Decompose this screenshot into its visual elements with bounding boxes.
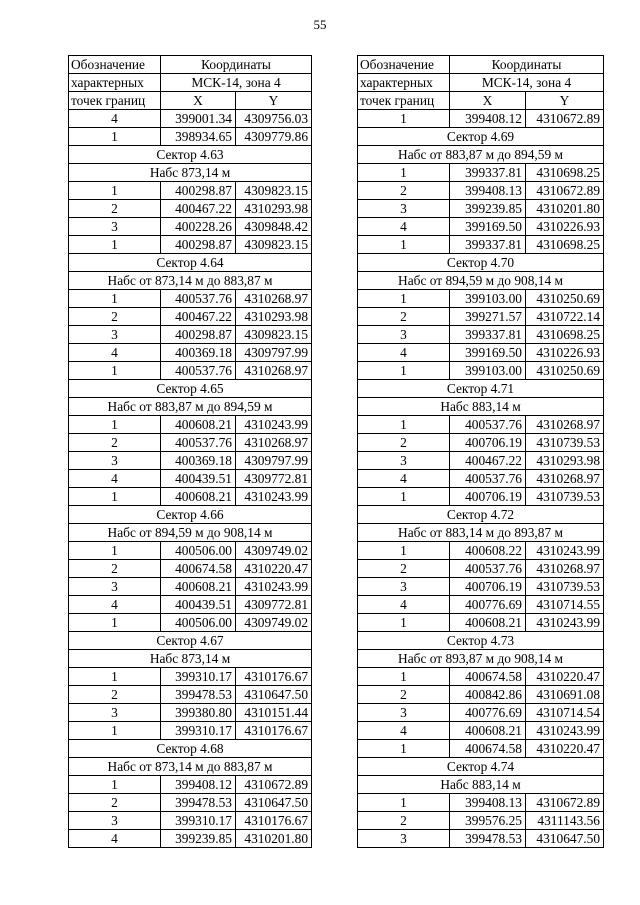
table-row — [69, 596, 312, 614]
x-coordinate: 400298.87 — [161, 236, 236, 254]
table-row — [358, 434, 604, 452]
point-number: 1 — [358, 740, 450, 758]
sector-header-row — [358, 128, 604, 146]
y-coordinate: 4309797.99 — [236, 452, 312, 470]
y-coordinate: 4310647.50 — [526, 830, 604, 848]
designation-header-line1: Обозначение — [358, 56, 450, 74]
table-row — [69, 812, 312, 830]
point-number: 1 — [69, 776, 161, 794]
sector-header-row — [358, 776, 604, 794]
table-row — [358, 416, 604, 434]
table-row — [358, 164, 604, 182]
y-coordinate: 4310698.25 — [526, 326, 604, 344]
y-coordinate: 4310293.98 — [236, 308, 312, 326]
point-number: 1 — [69, 542, 161, 560]
point-number: 2 — [358, 686, 450, 704]
sector-title: Сектор 4.68 — [69, 740, 312, 758]
point-number: 2 — [69, 560, 161, 578]
x-coordinate: 400298.87 — [161, 326, 236, 344]
y-coordinate: 4310243.99 — [236, 416, 312, 434]
x-coordinate: 400369.18 — [161, 452, 236, 470]
table-row — [358, 326, 604, 344]
y-coordinate: 4310672.89 — [236, 776, 312, 794]
sector-header-row — [358, 632, 604, 650]
table-row — [358, 362, 604, 380]
x-coordinate: 400537.76 — [161, 434, 236, 452]
y-column-header: Y — [526, 92, 604, 110]
point-number: 2 — [69, 308, 161, 326]
y-coordinate: 4310722.14 — [526, 308, 604, 326]
table-row — [69, 614, 312, 632]
point-number: 2 — [69, 200, 161, 218]
y-coordinate: 4310243.99 — [236, 488, 312, 506]
x-coordinate: 400608.21 — [450, 614, 526, 632]
sector-header-row — [69, 380, 312, 398]
table-row — [69, 290, 312, 308]
habs-label: Набс 873,14 м — [69, 164, 312, 182]
x-coordinate: 400439.51 — [161, 596, 236, 614]
point-number: 1 — [358, 416, 450, 434]
point-number: 1 — [358, 668, 450, 686]
point-number: 4 — [69, 830, 161, 848]
x-coordinate: 400706.19 — [450, 578, 526, 596]
x-coordinate: 399169.50 — [450, 344, 526, 362]
sector-header-row — [358, 524, 604, 542]
coords-system-header: МСК-14, зона 4 — [450, 74, 604, 92]
point-number: 2 — [69, 686, 161, 704]
point-number: 3 — [358, 704, 450, 722]
coordinates-table-left — [68, 55, 312, 848]
table-row — [69, 470, 312, 488]
x-coordinate: 399103.00 — [450, 362, 526, 380]
x-coordinate: 399271.57 — [450, 308, 526, 326]
table-row — [69, 344, 312, 362]
y-coordinate: 4310672.89 — [526, 794, 604, 812]
table-row — [69, 200, 312, 218]
point-number: 3 — [358, 452, 450, 470]
sector-title: Сектор 4.70 — [358, 254, 604, 272]
table-row — [358, 218, 604, 236]
y-coordinate: 4310739.53 — [526, 434, 604, 452]
table-row — [69, 578, 312, 596]
y-coordinate: 4310250.69 — [526, 362, 604, 380]
x-coordinate: 400706.19 — [450, 434, 526, 452]
sector-title: Сектор 4.71 — [358, 380, 604, 398]
point-number: 1 — [69, 668, 161, 686]
sector-header-row — [358, 254, 604, 272]
point-number: 3 — [358, 830, 450, 848]
y-column-header: Y — [236, 92, 312, 110]
sector-title: Сектор 4.65 — [69, 380, 312, 398]
sector-title: Сектор 4.66 — [69, 506, 312, 524]
y-coordinate: 4310698.25 — [526, 164, 604, 182]
point-number: 4 — [358, 344, 450, 362]
y-coordinate: 4309749.02 — [236, 614, 312, 632]
y-coordinate: 4310293.98 — [526, 452, 604, 470]
point-number: 1 — [69, 236, 161, 254]
y-coordinate: 4309823.15 — [236, 326, 312, 344]
point-number: 2 — [358, 182, 450, 200]
x-coordinate: 400506.00 — [161, 542, 236, 560]
table-row — [69, 362, 312, 380]
table-row — [69, 830, 312, 848]
y-coordinate: 4309772.81 — [236, 596, 312, 614]
x-coordinate: 400674.58 — [450, 668, 526, 686]
x-coordinate: 400537.76 — [161, 362, 236, 380]
point-number: 4 — [69, 470, 161, 488]
y-coordinate: 4309756.03 — [236, 110, 312, 128]
y-coordinate: 4309779.86 — [236, 128, 312, 146]
table-row — [358, 200, 604, 218]
designation-header-line1: Обозначение — [69, 56, 161, 74]
y-coordinate: 4310647.50 — [236, 794, 312, 812]
x-coordinate: 399478.53 — [450, 830, 526, 848]
sector-title: Сектор 4.74 — [358, 758, 604, 776]
table-row — [358, 182, 604, 200]
sector-header-row — [69, 758, 312, 776]
coords-title-header: Координаты — [161, 56, 312, 74]
sector-header-row — [69, 272, 312, 290]
table-row — [358, 542, 604, 560]
y-coordinate: 4310220.47 — [526, 740, 604, 758]
table-row — [69, 794, 312, 812]
point-number: 2 — [69, 794, 161, 812]
table-row — [69, 776, 312, 794]
sector-header-row — [69, 506, 312, 524]
table-row — [358, 308, 604, 326]
point-number: 1 — [358, 794, 450, 812]
x-coordinate: 400369.18 — [161, 344, 236, 362]
y-coordinate: 4310672.89 — [526, 110, 604, 128]
page-number: 55 — [313, 17, 327, 32]
y-coordinate: 4310243.99 — [526, 722, 604, 740]
table-row — [69, 308, 312, 326]
y-coordinate: 4310176.67 — [236, 812, 312, 830]
sector-header-row — [69, 164, 312, 182]
y-coordinate: 4310672.89 — [526, 182, 604, 200]
x-coordinate: 400608.21 — [450, 722, 526, 740]
x-coordinate: 400674.58 — [161, 560, 236, 578]
y-coordinate: 4310243.99 — [236, 578, 312, 596]
designation-header-line3: точек границ — [358, 92, 450, 110]
x-coordinate: 399310.17 — [161, 812, 236, 830]
point-number: 3 — [69, 218, 161, 236]
y-coordinate: 4309797.99 — [236, 344, 312, 362]
y-coordinate: 4309749.02 — [236, 542, 312, 560]
x-coordinate: 400608.21 — [161, 416, 236, 434]
x-coordinate: 400298.87 — [161, 182, 236, 200]
point-number: 4 — [358, 596, 450, 614]
point-number: 1 — [69, 182, 161, 200]
sector-header-row — [69, 146, 312, 164]
y-coordinate: 4310691.08 — [526, 686, 604, 704]
x-coordinate: 399408.13 — [450, 794, 526, 812]
table-row — [69, 416, 312, 434]
point-number: 1 — [69, 290, 161, 308]
sector-title: Сектор 4.73 — [358, 632, 604, 650]
x-coordinate: 400439.51 — [161, 470, 236, 488]
x-coordinate: 399239.85 — [161, 830, 236, 848]
sector-header-row — [69, 398, 312, 416]
y-coordinate: 4310293.98 — [236, 200, 312, 218]
table-row — [69, 128, 312, 146]
x-coordinate: 399478.53 — [161, 794, 236, 812]
point-number: 1 — [358, 542, 450, 560]
table-row — [358, 812, 604, 830]
sector-header-row — [358, 506, 604, 524]
table-row — [69, 560, 312, 578]
point-number: 2 — [358, 308, 450, 326]
y-coordinate: 4310739.53 — [526, 488, 604, 506]
x-coordinate: 400228.26 — [161, 218, 236, 236]
x-coordinate: 400776.69 — [450, 704, 526, 722]
sector-header-row — [69, 632, 312, 650]
point-number: 2 — [358, 812, 450, 830]
y-coordinate: 4309823.15 — [236, 182, 312, 200]
sector-header-row — [69, 524, 312, 542]
table-row — [358, 740, 604, 758]
table-row — [69, 668, 312, 686]
sector-header-row — [358, 398, 604, 416]
coordinates-table-right — [357, 55, 604, 848]
table-row — [69, 218, 312, 236]
habs-label: Набс 883,14 м — [358, 398, 604, 416]
table-row — [358, 488, 604, 506]
y-coordinate: 4310226.93 — [526, 344, 604, 362]
table-row — [358, 686, 604, 704]
table-row — [358, 236, 604, 254]
x-coordinate: 400537.76 — [161, 290, 236, 308]
y-coordinate: 4309823.15 — [236, 236, 312, 254]
x-coordinate: 399408.13 — [450, 182, 526, 200]
left-table-body — [69, 110, 312, 848]
point-number: 4 — [69, 344, 161, 362]
point-number: 2 — [69, 434, 161, 452]
table-row — [69, 434, 312, 452]
y-coordinate: 4310176.67 — [236, 668, 312, 686]
sector-title: Сектор 4.67 — [69, 632, 312, 650]
x-coordinate: 399576.25 — [450, 812, 526, 830]
point-number: 4 — [69, 596, 161, 614]
point-number: 1 — [358, 164, 450, 182]
y-coordinate: 4310201.80 — [526, 200, 604, 218]
habs-label: Набс от 893,87 м до 908,14 м — [358, 650, 604, 668]
table-row — [69, 110, 312, 128]
point-number: 1 — [69, 614, 161, 632]
y-coordinate: 4310201.80 — [236, 830, 312, 848]
point-number: 3 — [358, 326, 450, 344]
y-coordinate: 4310268.97 — [526, 470, 604, 488]
table-row — [358, 290, 604, 308]
coords-system-header: МСК-14, зона 4 — [161, 74, 312, 92]
x-coordinate: 400608.21 — [161, 488, 236, 506]
habs-label: Набс от 883,87 м до 894,59 м — [69, 398, 312, 416]
x-coordinate: 399001.34 — [161, 110, 236, 128]
table-row — [69, 236, 312, 254]
habs-label: Набс от 883,87 м до 894,59 м — [358, 146, 604, 164]
table-row — [358, 452, 604, 470]
table-row — [358, 668, 604, 686]
habs-label: Набс 883,14 м — [358, 776, 604, 794]
point-number: 3 — [69, 452, 161, 470]
x-coordinate: 399337.81 — [450, 236, 526, 254]
y-coordinate: 4309772.81 — [236, 470, 312, 488]
x-column-header: X — [450, 92, 526, 110]
y-coordinate: 4310714.54 — [526, 704, 604, 722]
sector-header-row — [358, 146, 604, 164]
table-row — [358, 596, 604, 614]
y-coordinate: 4310226.93 — [526, 218, 604, 236]
table-row — [69, 488, 312, 506]
y-coordinate: 4310698.25 — [526, 236, 604, 254]
table-row — [69, 326, 312, 344]
sector-title: Сектор 4.64 — [69, 254, 312, 272]
point-number: 1 — [69, 416, 161, 434]
table-row — [358, 110, 604, 128]
point-number: 1 — [358, 362, 450, 380]
habs-label: Набс 873,14 м — [69, 650, 312, 668]
point-number: 3 — [69, 812, 161, 830]
habs-label: Набс от 873,14 м до 883,87 м — [69, 272, 312, 290]
y-coordinate: 4309848.42 — [236, 218, 312, 236]
sector-header-row — [358, 272, 604, 290]
x-coordinate: 400467.22 — [450, 452, 526, 470]
y-coordinate: 4310268.97 — [236, 362, 312, 380]
x-coordinate: 400467.22 — [161, 200, 236, 218]
y-coordinate: 4310151.44 — [236, 704, 312, 722]
point-number: 1 — [69, 128, 161, 146]
habs-label: Набс от 883,14 м до 893,87 м — [358, 524, 604, 542]
coords-title-header: Координаты — [450, 56, 604, 74]
designation-header-line2: характерных — [358, 74, 450, 92]
x-coordinate: 400537.76 — [450, 560, 526, 578]
table-row — [69, 686, 312, 704]
y-coordinate: 4310647.50 — [236, 686, 312, 704]
sector-title: Сектор 4.72 — [358, 506, 604, 524]
x-coordinate: 399408.12 — [161, 776, 236, 794]
x-column-header: X — [161, 92, 236, 110]
y-coordinate: 4310268.97 — [526, 560, 604, 578]
designation-header-line3: точек границ — [69, 92, 161, 110]
y-coordinate: 4310268.97 — [236, 434, 312, 452]
x-coordinate: 399103.00 — [450, 290, 526, 308]
point-number: 3 — [69, 578, 161, 596]
point-number: 4 — [69, 110, 161, 128]
x-coordinate: 399310.17 — [161, 668, 236, 686]
point-number: 1 — [358, 110, 450, 128]
table-row — [358, 830, 604, 848]
y-coordinate: 4311143.56 — [526, 812, 604, 830]
point-number: 1 — [358, 614, 450, 632]
x-coordinate: 400608.22 — [450, 542, 526, 560]
x-coordinate: 400537.76 — [450, 470, 526, 488]
right-table-body — [358, 110, 604, 848]
x-coordinate: 400674.58 — [450, 740, 526, 758]
point-number: 4 — [358, 470, 450, 488]
y-coordinate: 4310250.69 — [526, 290, 604, 308]
y-coordinate: 4310714.55 — [526, 596, 604, 614]
x-coordinate: 400467.22 — [161, 308, 236, 326]
sector-header-row — [358, 380, 604, 398]
point-number: 1 — [69, 722, 161, 740]
y-coordinate: 4310243.99 — [526, 614, 604, 632]
x-coordinate: 399408.12 — [450, 110, 526, 128]
x-coordinate: 400842.86 — [450, 686, 526, 704]
habs-label: Набс от 894,59 м до 908,14 м — [358, 272, 604, 290]
y-coordinate: 4310243.99 — [526, 542, 604, 560]
table-row — [358, 344, 604, 362]
x-coordinate: 400608.21 — [161, 578, 236, 596]
x-coordinate: 398934.65 — [161, 128, 236, 146]
x-coordinate: 399478.53 — [161, 686, 236, 704]
x-coordinate: 400506.00 — [161, 614, 236, 632]
point-number: 2 — [358, 434, 450, 452]
sector-header-row — [69, 740, 312, 758]
sector-header-row — [358, 758, 604, 776]
sector-header-row — [69, 650, 312, 668]
habs-label: Набс от 873,14 м до 883,87 м — [69, 758, 312, 776]
habs-label: Набс от 894,59 м до 908,14 м — [69, 524, 312, 542]
point-number: 3 — [358, 578, 450, 596]
y-coordinate: 4310739.53 — [526, 578, 604, 596]
table-row — [358, 614, 604, 632]
point-number: 2 — [358, 560, 450, 578]
point-number: 1 — [69, 362, 161, 380]
table-row — [358, 470, 604, 488]
table-row — [69, 452, 312, 470]
point-number: 3 — [69, 326, 161, 344]
y-coordinate: 4310268.97 — [526, 416, 604, 434]
sector-header-row — [358, 650, 604, 668]
table-row — [358, 578, 604, 596]
point-number: 1 — [358, 290, 450, 308]
point-number: 3 — [358, 200, 450, 218]
point-number: 1 — [69, 488, 161, 506]
y-coordinate: 4310176.67 — [236, 722, 312, 740]
sector-header-row — [69, 254, 312, 272]
y-coordinate: 4310268.97 — [236, 290, 312, 308]
point-number: 1 — [358, 488, 450, 506]
sector-title: Сектор 4.69 — [358, 128, 604, 146]
x-coordinate: 400706.19 — [450, 488, 526, 506]
x-coordinate: 400776.69 — [450, 596, 526, 614]
x-coordinate: 399337.81 — [450, 326, 526, 344]
table-row — [69, 722, 312, 740]
x-coordinate: 399169.50 — [450, 218, 526, 236]
point-number: 4 — [358, 722, 450, 740]
x-coordinate: 399337.81 — [450, 164, 526, 182]
table-row — [358, 794, 604, 812]
point-number: 3 — [69, 704, 161, 722]
table-row — [69, 182, 312, 200]
table-row — [358, 560, 604, 578]
designation-header-line2: характерных — [69, 74, 161, 92]
x-coordinate: 400537.76 — [450, 416, 526, 434]
table-row — [69, 704, 312, 722]
x-coordinate: 399310.17 — [161, 722, 236, 740]
x-coordinate: 399239.85 — [450, 200, 526, 218]
x-coordinate: 399380.80 — [161, 704, 236, 722]
point-number: 1 — [358, 236, 450, 254]
point-number: 4 — [358, 218, 450, 236]
table-row — [69, 542, 312, 560]
table-row — [358, 722, 604, 740]
y-coordinate: 4310220.47 — [526, 668, 604, 686]
table-row — [358, 704, 604, 722]
sector-title: Сектор 4.63 — [69, 146, 312, 164]
y-coordinate: 4310220.47 — [236, 560, 312, 578]
